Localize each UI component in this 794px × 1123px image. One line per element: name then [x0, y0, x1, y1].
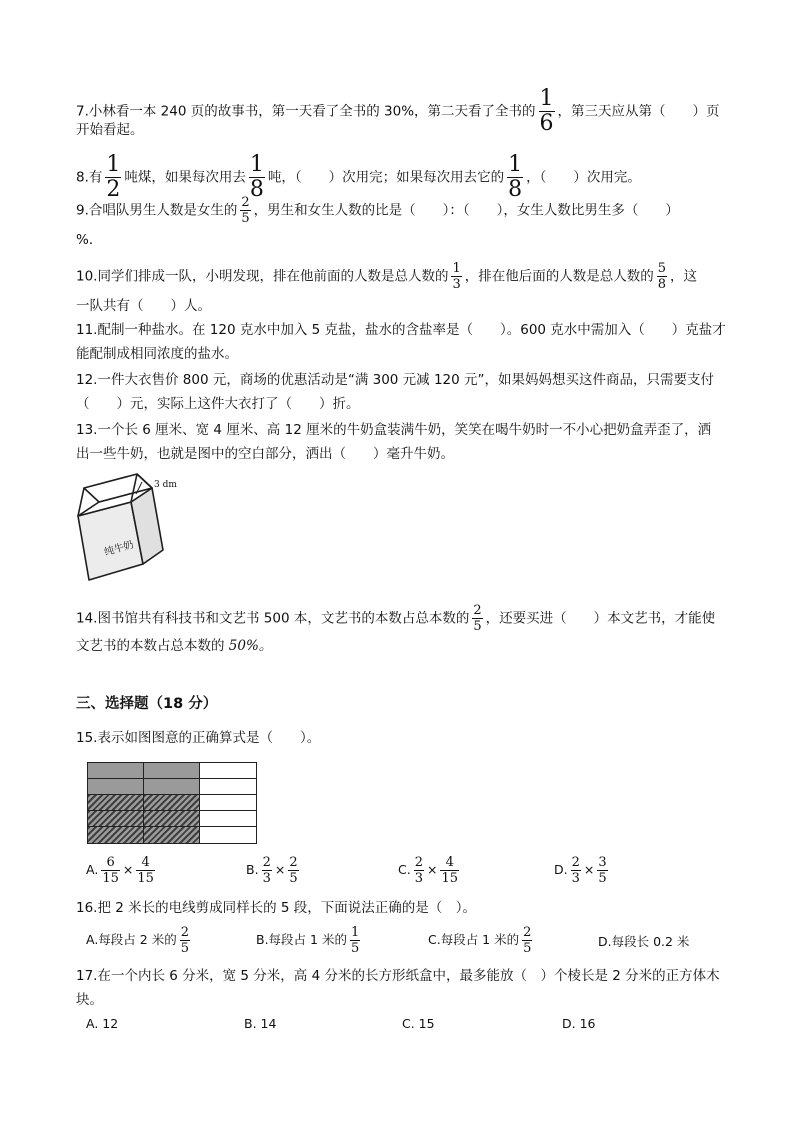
question-16: 16.把 2 米长的电线剪成同样长的 5 段，下面说法正确的是（ ）。 [76, 900, 477, 916]
q7-fraction: $\frac{1}{6}$ [539, 86, 554, 136]
q15-grid-row [88, 763, 256, 779]
q17-option-d[interactable]: D. 16 [562, 1016, 596, 1031]
q7-text-b: ，第三天应从第（ ）页 [557, 103, 720, 120]
q15-fraction-grid [87, 762, 257, 844]
q8-fraction-2: $\frac{1}{8}$ [249, 152, 264, 202]
question-14-line1: 14.图书馆共有科技书和文艺书 500 本，文艺书的本数占总本数的 $\frac{2}{5}$ ，还要买进（ ）本文艺书，才能使 [76, 603, 716, 634]
q8-fraction-3: $\frac{1}{8}$ [508, 152, 523, 202]
blank-cell [200, 811, 256, 827]
q15-grid-row [88, 779, 256, 795]
section-3-heading: 三、选择题（18 分） [76, 696, 218, 712]
question-10-line2: 一队共有（ ）人。 [76, 298, 211, 314]
q15-option-d[interactable]: D. $\frac{2}{3}$ × $\frac{3}{5}$ [554, 855, 607, 886]
blank-cell [200, 827, 256, 843]
hatched-cell [144, 827, 200, 843]
q15-grid-row [88, 827, 256, 843]
q16-option-c[interactable]: C.每段占 1 米的 $\frac{2}{5}$ [428, 925, 532, 956]
question-14-line2: 文艺书的本数占总本数的 50%。 [76, 638, 273, 654]
figure-dimension-label: 3 dm [154, 480, 177, 490]
q15-grid-row [88, 795, 256, 811]
question-12-line2: （ ）元，实际上这件大衣打了（ ）折。 [76, 396, 360, 412]
question-9-line2: %． [76, 232, 103, 248]
figure-carton-label: 纯牛奶 [103, 539, 135, 559]
shaded-cell [144, 779, 200, 795]
question-9-line1: 9.合唱队男生人数是女生的 $\frac{2}{5}$ ，男生和女生人数的比是（ ）：（ ），女生人数比男生多（ ） [76, 195, 679, 226]
q17-option-c[interactable]: C. 15 [402, 1016, 435, 1031]
blank-cell [200, 795, 256, 811]
hatched-cell [144, 811, 200, 827]
shaded-cell [144, 763, 200, 779]
shaded-cell [88, 763, 144, 779]
q16-option-d[interactable]: D.每段长 0.2 米 [598, 934, 690, 949]
question-7-line1 [76, 88, 720, 135]
q15-option-c[interactable]: C. $\frac{2}{3}$ × $\frac{4}{15}$ [398, 855, 459, 886]
question-15: 15.表示如图图意的正确算式是（ ）。 [76, 730, 321, 746]
q15-grid-row [88, 811, 256, 827]
q10-fraction-2: $\frac{5}{8}$ [657, 261, 667, 292]
q17-option-a[interactable]: A. 12 [86, 1016, 119, 1031]
hatched-cell [144, 795, 200, 811]
question-17-line2: 块。 [76, 992, 103, 1008]
blank-cell [200, 779, 256, 795]
q16-option-a[interactable]: A.每段占 2 米的 $\frac{2}{5}$ [86, 925, 189, 956]
blank-cell [200, 763, 256, 779]
question-12-line1: 12.一件大衣售价 800 元，商场的优惠活动是“满 300 元减 120 元”，如果妈妈想买这件商品，只需要支付 [76, 372, 715, 388]
q10-fraction-1: $\frac{1}{3}$ [452, 261, 461, 292]
question-11-line1: 11.配制一种盐水。在 120 克水中加入 5 克盐，盐水的含盐率是（ ）。600 克水中需加入（ ）克盐才 [76, 322, 726, 338]
hatched-cell [88, 795, 144, 811]
hatched-cell [88, 827, 144, 843]
question-11-line2: 能配制成相同浓度的盐水。 [76, 346, 238, 362]
q14-fraction: $\frac{2}{5}$ [473, 603, 482, 634]
question-10-line1: 10.同学们排成一队，小明发现，排在他前面的人数是总人数的 $\frac{1}{3}$ ，排在他后面的人数是总人数的 $\frac{5}{8}$ ，这 [76, 261, 698, 292]
question-8: 8.有 $\frac{1}{2}$ 吨煤，如果每次用去 $\frac{1}{8}$ 吨，（ ）次用完；如果每次用去它的 $\frac{1}{8}$ ，（ ）次用完。 [76, 152, 641, 202]
q16-option-b[interactable]: B.每段占 1 米的 $\frac{1}{5}$ [256, 925, 360, 956]
q15-option-b[interactable]: B. $\frac{2}{3}$ × $\frac{2}{5}$ [246, 855, 298, 886]
q17-option-b[interactable]: B. 14 [244, 1016, 277, 1031]
q7-text-a: 7.小林看一本 240 页的故事书，第一天看了全书的 30%，第二天看了全书的 [76, 103, 536, 120]
shaded-cell [88, 779, 144, 795]
hatched-cell [88, 811, 144, 827]
q8-fraction-1: $\frac{1}{2}$ [106, 152, 121, 202]
question-13-line2: 出一些牛奶，也就是图中的空白部分，洒出（ ）毫升牛奶。 [76, 446, 454, 462]
q15-option-a[interactable]: A. $\frac{6}{15}$ × $\frac{4}{15}$ [86, 855, 154, 886]
q9-fraction: $\frac{2}{5}$ [241, 195, 250, 226]
question-17-line1: 17.在一个内长 6 分米，宽 5 分米，高 4 分米的长方形纸盒中，最多能放（ ）个棱长是 2 分米的正方体木 [76, 968, 720, 984]
milk-carton-figure [74, 470, 184, 592]
question-13-line1: 13.一个长 6 厘米、宽 4 厘米、高 12 厘米的牛奶盒装满牛奶，笑笑在喝牛奶时一不小心把奶盒弄歪了，洒 [76, 422, 712, 438]
question-7-line2: 开始看起。 [76, 122, 144, 138]
